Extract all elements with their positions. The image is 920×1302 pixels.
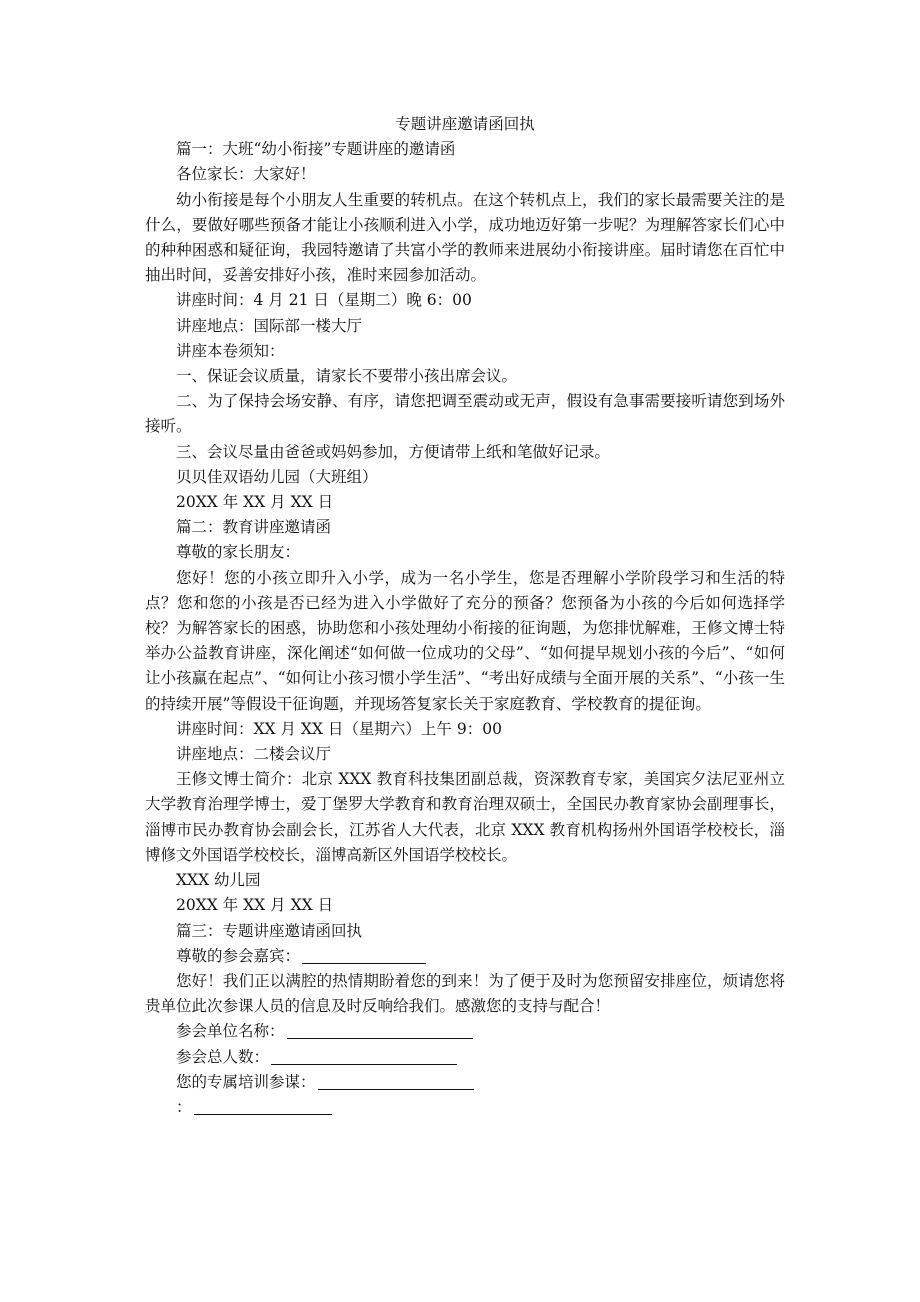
field-count-blank[interactable] [271,1048,457,1065]
sec3-heading: 篇三：专题讲座邀请函回执 [176,921,363,940]
sec2-place: 讲座地点：二楼会议厅 [176,745,332,764]
field-unit-label: 参会单位名称： [176,1022,285,1041]
document-page [145,112,785,1120]
sec1-greeting: 各位家长：大家好！ [176,165,316,184]
sec3-greeting-line [145,944,785,969]
field-advisor-blank[interactable] [318,1073,474,1090]
sec2-heading: 篇二：教育讲座邀请函 [176,518,332,537]
field-advisor-line [145,1070,785,1095]
sec2-bio: 王修文博士简介：北京 XXX 教育科技集团副总裁，资深教育专家，美国宾夕法尼亚州立大学教育治理学博士，爱丁堡罗大学教育和教育治理双硕士，全国民办教育家协会副理事长，淄博市民办教育协会副会长，江苏省人大代表，北京 XXX 教育机构扬州外国语学校校长，淄博修文外国语学校校长，淄博高新区外国语学校校长。 [145,770,785,864]
sec2-time: 讲座时间：XX 月 XX 日（星期六）上午 9：00 [176,719,502,738]
sec2-greeting: 尊敬的家长朋友： [176,543,301,562]
guest-name-blank[interactable] [302,947,426,964]
sec1-date: 20XX 年 XX 月 XX 日 [176,493,334,512]
field-extra-line [145,1095,785,1120]
sec3-body: 您好！我们正以满腔的热情期盼着您的到来！为了便于及时为您预留安排座位，烦请您将贵单位此次参课人员的信息及时反响给我们。感激您的支持与配合！ [145,971,785,1016]
sec1-time: 讲座时间：4 月 21 日（星期二）晚 6：00 [176,291,472,310]
field-advisor-label: 您的专属培训参谋： [176,1072,316,1091]
sec2-body: 您好！您的小孩立即升入小学，成为一名小学生，您是否理解小学阶段学习和生活的特点？您和您的小孩是否已经为进入小学做好了充分的预备？您预备为小孩的今后如何选择学校？为解答家长的困惑，协助您和小孩处理幼小衔接的征询题，为您排忧解难，王修文博士特举办公益教育讲座，深化阐述“如何做一位成功的父母”、“如何提早规划小孩的今后”、“如何让小孩赢在起点”、“如何让小孩习惯小学生活”、“考出好成绩与全面开展的关系”、“小孩一生的持续开展”等假设干征询题，并现场答复家长关于家庭教育、学校教育的提征询。 [145,568,785,713]
sec1-signer: 贝贝佳双语幼儿园（大班组） [176,467,378,486]
field-count-line [145,1045,785,1070]
sec2-date: 20XX 年 XX 月 XX 日 [176,896,334,915]
field-unit-line [145,1019,785,1044]
field-extra-label: ： [176,1097,192,1116]
sec1-notice-2: 二、为了保持会场安静、有序，请您把调至震动或无声，假设有急事需要接听请您到场外接听。 [145,392,785,436]
sec3-greeting: 尊敬的参会嘉宾： [176,946,301,965]
field-unit-blank[interactable] [287,1022,473,1039]
sec1-notice-3: 三、会议尽量由爸爸或妈妈参加，方便请带上纸和笔做好记录。 [176,442,611,461]
sec1-notice-1: 一、保证会议质量，请家长不要带小孩出席会议。 [176,367,518,386]
sec1-body: 幼小衔接是每个小朋友人生重要的转机点。在这个转机点上，我们的家长最需要关注的是什么，要做好哪些预备才能让小孩顺利进入小学，成功地迈好第一步呢？为理解答家长们心中的种种困惑和疑征询，我园特邀请了共富小学的教师来进展幼小衔接讲座。届时请您在百忙中抽出时间，妥善安排好小孩，准时来园参加活动。 [145,190,785,285]
field-extra-blank[interactable] [194,1098,332,1115]
sec1-heading: 篇一：大班“幼小衔接”专题讲座的邀请函 [176,140,456,159]
sec2-signer: XXX 幼儿园 [176,871,261,890]
document-title: 专题讲座邀请函回执 [395,115,535,133]
sec1-place: 讲座地点：国际部一楼大厅 [176,316,363,335]
field-count-label: 参会总人数： [176,1047,270,1066]
sec1-notice-title: 讲座本卷须知： [176,341,285,360]
